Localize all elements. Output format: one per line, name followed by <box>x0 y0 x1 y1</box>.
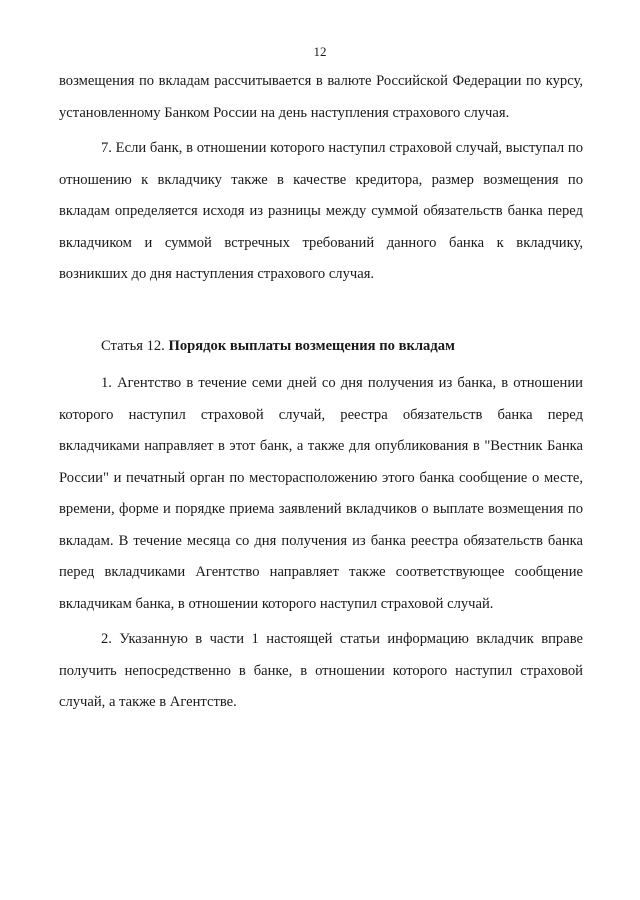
article-label: Статья 12. <box>101 337 165 354</box>
article-paragraph-2: 2. Указанную в части 1 настоящей статьи информацию вкладчик вправе получить непосредственно в банке, в отношении которого наступил страховой случай, а также в Агентстве. <box>59 631 583 710</box>
page-number: 12 <box>313 44 327 59</box>
article-paragraph-1: 1. Агентство в течение семи дней со дня получения из банка, в отношении которого наступил страховой случай, реестра обязательств банка перед вкладчиками направляет в этот банк, а также для опубликования в "Вестник Банка России" и печатный орган по месторасположению этого банка сообщение о месте, времени, форме и порядке приема заявлений вкладчиков о выплате возмещения по вкладам. В течение месяца со дня получения из банка реестра обязательств банка перед вкладчиками Агентство направляет также соответствующее сообщение вкладчикам банка, в отношении которого наступил страховой случай. <box>59 375 583 612</box>
article-heading <box>59 331 583 363</box>
article-title: Порядок выплаты возмещения по вкладам <box>168 337 455 354</box>
paragraph-item-7: 7. Если банк, в отношении которого наступил страховой случай, выступал по отношению к вкладчику также в качестве кредитора, размер возмещения по вкладам определяется исходя из разницы между суммой обязательств банка перед вкладчиком и суммой встречных требований данного банка к вкладчику, возникших до дня наступления страхового случая. <box>59 140 583 282</box>
document-body <box>59 66 583 719</box>
continuation-paragraph: возмещения по вкладам рассчитывается в валюте Российской Федерации по курсу, установленному Банком России на день наступления страхового случая. <box>59 73 583 121</box>
